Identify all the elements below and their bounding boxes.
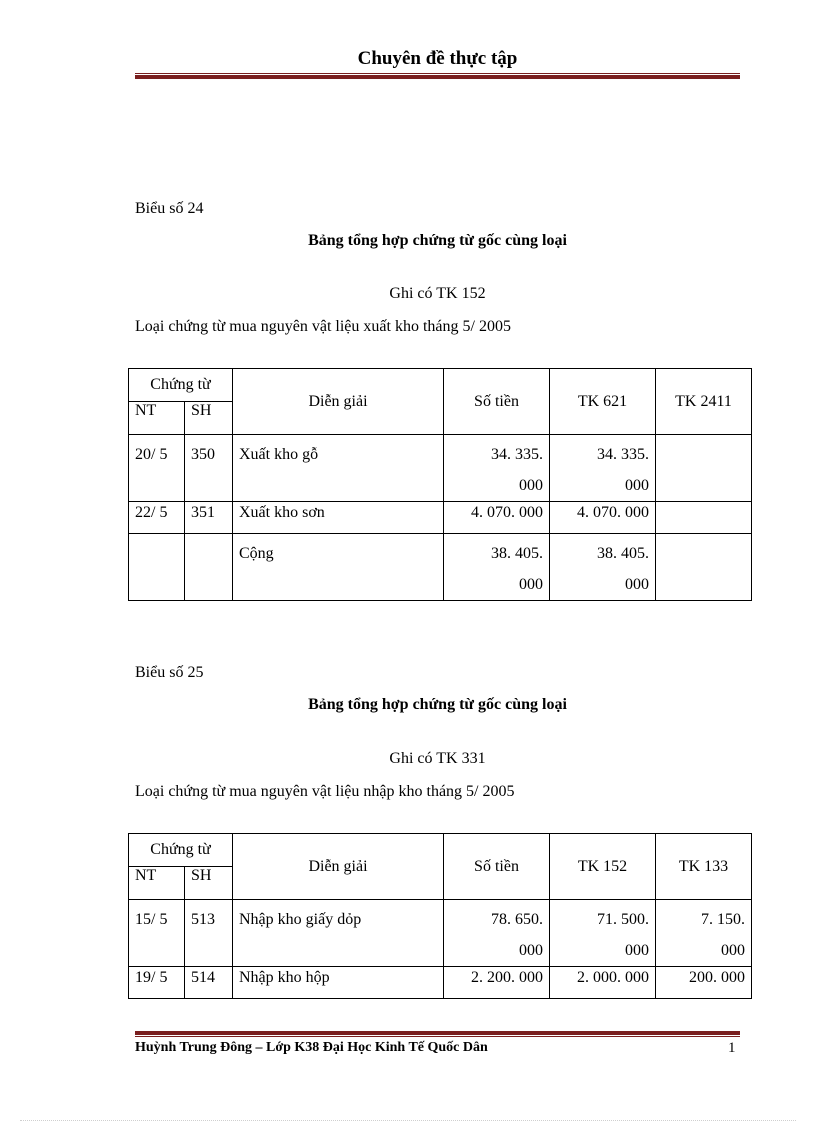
cell-line: 34. 335. [597,446,649,463]
cell-so-tien [444,435,550,502]
footer-author: Huỳnh Trung Đông – Lớp K38 Đại Học Kinh Tế Quốc Dân [135,1040,488,1055]
footer-rule-thick [135,1031,740,1035]
cell-sh [185,534,233,601]
page-header-title: Chuyên đề thực tập [357,48,518,69]
page-edge-divider [20,1120,796,1121]
cell-col5: 4. 070. 000 [550,502,656,534]
header-so-tien: Số tiền [444,369,550,435]
cell-col6 [656,435,752,502]
cell-line: 78. 650. [491,911,543,928]
cell-line: 000 [625,576,649,593]
cell-col6 [656,502,752,534]
section2-table [128,833,752,999]
table-row [129,967,752,999]
section1-description: Loại chứng từ mua nguyên vật liệu xuất kho tháng 5/ 2005 [135,318,511,335]
cell-so-tien [444,534,550,601]
cell-col5 [550,435,656,502]
section1-subtitle: Ghi có TK 152 [389,285,486,302]
cell-line: 000 [519,942,543,959]
cell-line: 34. 335. [491,446,543,463]
table-header-row [129,369,752,402]
section2-label: Biểu số 25 [135,664,204,681]
cell-nt: 19/ 5 [129,967,185,999]
table-row [129,502,752,534]
cell-dien-giai: Cộng [233,534,444,601]
cell-nt: 15/ 5 [129,900,185,967]
section2-title: Bảng tổng hợp chứng từ gốc cùng loại [308,696,567,713]
header-chung-tu: Chứng từ [129,369,233,402]
cell-line: 000 [519,576,543,593]
header-nt: NT [129,867,185,900]
cell-line: 38. 405. [491,545,543,562]
page-number: 1 [728,1040,736,1056]
header-dien-giai: Diễn giải [233,834,444,900]
header-rule-thick [135,75,740,79]
header-col6: TK 2411 [656,369,752,435]
header-rule-thin [135,73,740,74]
cell-line: 38. 405. [597,545,649,562]
table-row [129,534,752,601]
cell-line: 000 [625,942,649,959]
cell-sh: 513 [185,900,233,967]
cell-line: 000 [721,942,745,959]
section1-title: Bảng tổng hợp chứng từ gốc cùng loại [308,232,567,249]
section1-table [128,368,752,601]
cell-col6 [656,534,752,601]
cell-nt [129,534,185,601]
cell-col5: 2. 000. 000 [550,967,656,999]
header-dien-giai: Diễn giải [233,369,444,435]
cell-dien-giai: Nhập kho hộp [233,967,444,999]
header-chung-tu: Chứng từ [129,834,233,867]
cell-sh: 351 [185,502,233,534]
cell-line: 000 [519,477,543,494]
section2-subtitle: Ghi có TK 331 [389,750,486,767]
header-col6: TK 133 [656,834,752,900]
header-col5: TK 621 [550,369,656,435]
cell-sh: 350 [185,435,233,502]
cell-dien-giai: Nhập kho giấy dỏp [233,900,444,967]
cell-so-tien: 2. 200. 000 [444,967,550,999]
cell-so-tien: 4. 070. 000 [444,502,550,534]
cell-sh: 514 [185,967,233,999]
header-so-tien: Số tiền [444,834,550,900]
footer-rule-thin [135,1036,740,1037]
cell-col6: 200. 000 [656,967,752,999]
cell-col5 [550,534,656,601]
section1-label: Biểu số 24 [135,200,204,217]
cell-dien-giai: Xuất kho sơn [233,502,444,534]
cell-line: 000 [625,477,649,494]
cell-line: 71. 500. [597,911,649,928]
cell-so-tien [444,900,550,967]
header-sh: SH [185,867,233,900]
header-col5: TK 152 [550,834,656,900]
header-sh: SH [185,402,233,435]
cell-nt: 20/ 5 [129,435,185,502]
cell-line: 7. 150. [701,911,745,928]
header-nt: NT [129,402,185,435]
table-header-row [129,834,752,867]
table-row [129,900,752,967]
table-row [129,435,752,502]
cell-col5 [550,900,656,967]
cell-nt: 22/ 5 [129,502,185,534]
section2-description: Loại chứng từ mua nguyên vật liệu nhập kho tháng 5/ 2005 [135,783,515,800]
cell-dien-giai: Xuất kho gỗ [233,435,444,502]
cell-col6 [656,900,752,967]
